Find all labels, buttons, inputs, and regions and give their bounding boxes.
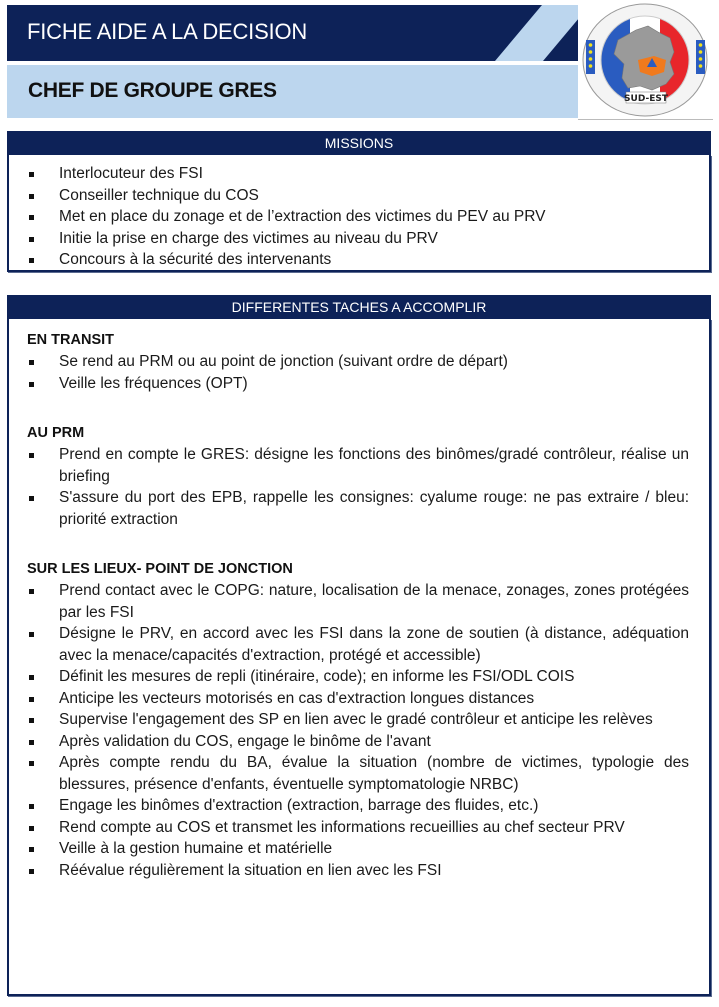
list-item: Après validation du COS, engage le binôme de l'avant xyxy=(9,731,709,753)
list-item: Engage les binômes d'extraction (extraction, barrage des fluides, etc.) xyxy=(9,795,709,817)
bullet-icon xyxy=(29,632,34,637)
tasks-body xyxy=(7,319,711,996)
bullet-icon xyxy=(29,804,34,809)
list-item: S'assure du port des EPB, rappelle les consignes: cyalume rouge: ne pas extraire / bleu: priorité extraction xyxy=(9,487,709,530)
bullet-icon xyxy=(29,697,34,702)
zone-sud-est-emblem-icon xyxy=(578,0,713,119)
list-item: Désigne le PRV, en accord avec les FSI dans la zone de soutien (à distance, adéquation avec la menace/capacités d'extraction, protégé et accessible) xyxy=(9,623,709,666)
list-item: Met en place du zonage et de l’extraction des victimes du PEV au PRV xyxy=(9,206,709,228)
bullet-icon xyxy=(29,589,34,594)
bullet-icon xyxy=(29,215,34,220)
bullet-icon xyxy=(29,496,34,501)
list-item: Se rend au PRM ou au point de jonction (suivant ordre de départ) xyxy=(9,351,709,373)
bullet-icon xyxy=(29,761,34,766)
decorative-stripe xyxy=(495,5,578,61)
bullet-icon xyxy=(29,382,34,387)
section-heading-sur-les-lieux: SUR LES LIEUX- POINT DE JONCTION xyxy=(27,561,293,577)
bullet-icon xyxy=(29,718,34,723)
list-item: Veille à la gestion humaine et matérielle xyxy=(9,838,709,860)
bullet-icon xyxy=(29,258,34,263)
tasks-header: DIFFERENTES TACHES A ACCOMPLIR xyxy=(7,295,711,319)
list-item: Supervise l'engagement des SP en lien avec le gradé contrôleur et anticipe les relèves xyxy=(9,709,709,731)
list-item: Veille les fréquences (OPT) xyxy=(9,373,709,395)
bullet-icon xyxy=(29,826,34,831)
list-item: Conseiller technique du COS xyxy=(9,185,709,207)
list-item: Prend en compte le GRES: désigne les fonctions des binômes/gradé contrôleur, réalise un briefing xyxy=(9,444,709,487)
list-item: Prend contact avec le COPG: nature, localisation de la menace, zonages, zones protégées par les FSI xyxy=(9,580,709,623)
list-item: Interlocuteur des FSI xyxy=(9,163,709,185)
sur-les-lieux-list xyxy=(9,580,709,881)
bullet-icon xyxy=(29,237,34,242)
bullet-icon xyxy=(29,847,34,852)
bullet-icon xyxy=(29,360,34,365)
bullet-icon xyxy=(29,869,34,874)
tasks-panel xyxy=(7,295,711,996)
missions-body xyxy=(7,155,711,272)
bullet-icon xyxy=(29,453,34,458)
header-subtitle-band xyxy=(7,65,578,118)
list-item: Définit les mesures de repli (itinéraire, code); en informe les FSI/ODL COIS xyxy=(9,666,709,688)
missions-header: MISSIONS xyxy=(7,131,711,155)
page-title: FICHE AIDE A LA DECISION xyxy=(27,19,308,44)
list-item: Après compte rendu du BA, évalue la situation (nombre de victimes, typologie des blessures, présence d'enfants, éventuelle symptomatologie NRBC) xyxy=(9,752,709,795)
en-transit-list xyxy=(9,351,709,394)
bullet-icon xyxy=(29,675,34,680)
section-heading-en-transit: EN TRANSIT xyxy=(27,332,114,348)
bullet-icon xyxy=(29,172,34,177)
list-item: Concours à la sécurité des intervenants xyxy=(9,249,709,271)
list-item: Anticipe les vecteurs motorisés en cas d'extraction longues distances xyxy=(9,688,709,710)
bullet-icon xyxy=(29,194,34,199)
list-item: Initie la prise en charge des victimes au niveau du PRV xyxy=(9,228,709,250)
list-item: Rend compte au COS et transmet les informations recueillies au chef secteur PRV xyxy=(9,817,709,839)
list-item: Réévalue régulièrement la situation en lien avec les FSI xyxy=(9,860,709,882)
svg-text:SUD-EST: SUD-EST xyxy=(624,94,668,104)
bullet-icon xyxy=(29,740,34,745)
header-title-band xyxy=(7,5,578,61)
section-heading-au-prm: AU PRM xyxy=(27,425,85,441)
divider xyxy=(578,119,713,120)
missions-panel xyxy=(7,131,711,272)
page-subtitle: CHEF DE GROUPE GRES xyxy=(28,79,277,102)
au-prm-list xyxy=(9,444,709,530)
missions-list xyxy=(9,163,709,271)
